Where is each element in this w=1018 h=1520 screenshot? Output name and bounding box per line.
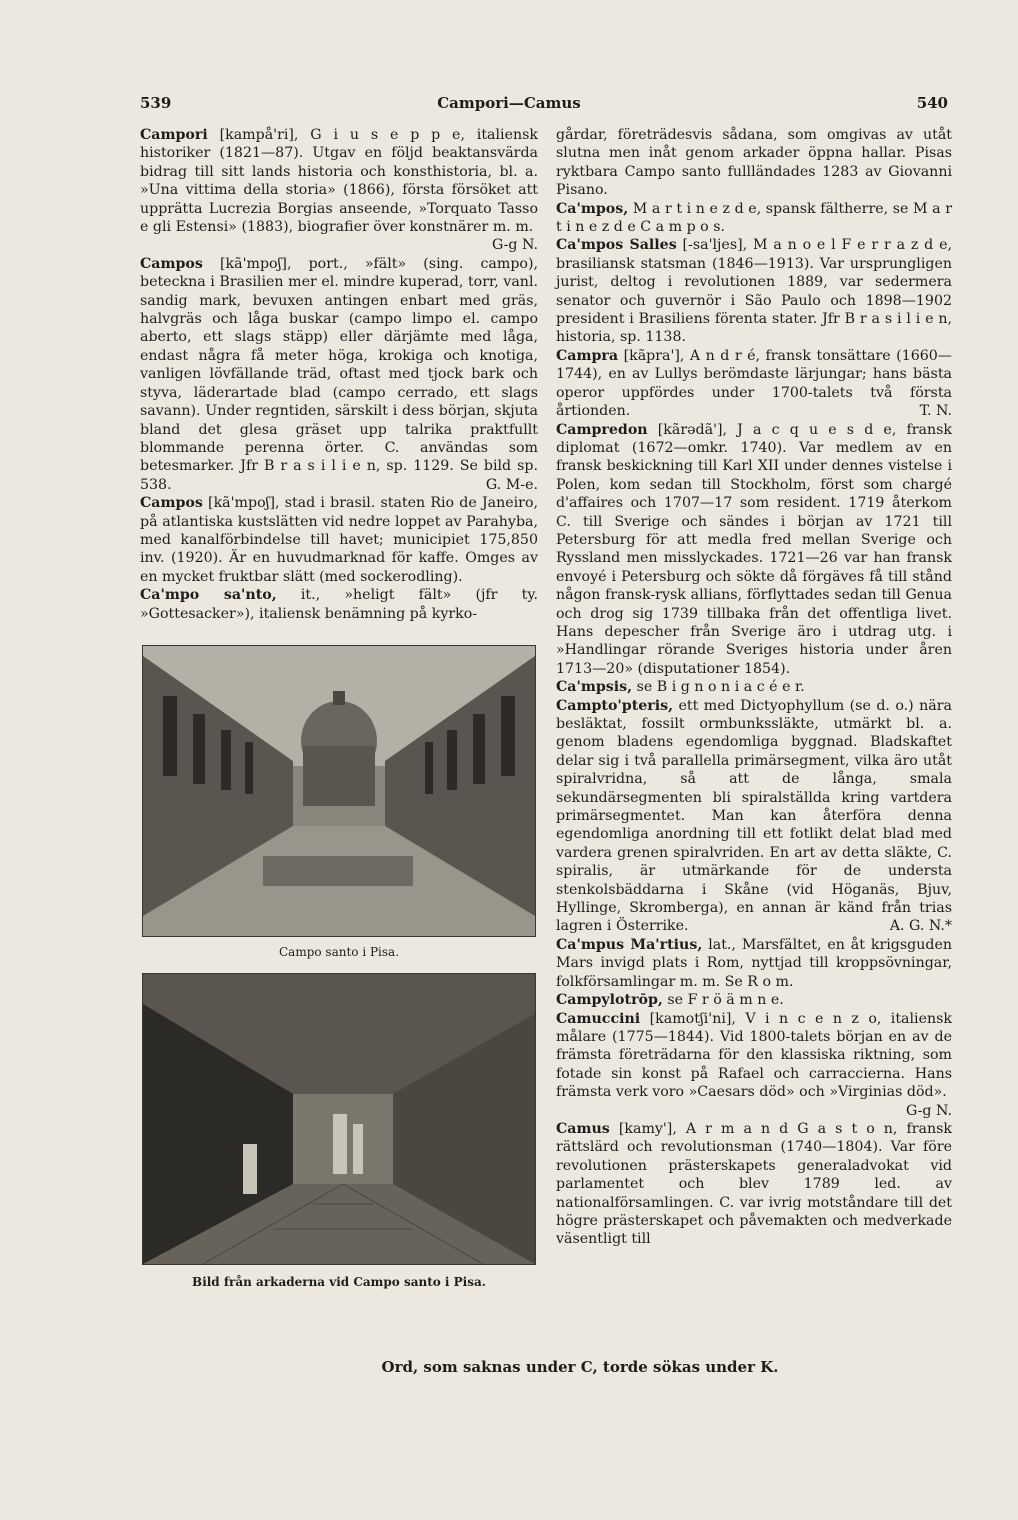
entry-campra xyxy=(556,347,952,421)
entry-text: [kã'mpoʃ], port., »fält» (sing. campo), beteckna i Brasilien mer el. mindre kuperad, torr, vanl. sandig mark, bevuxen antingen enbart med gräs, halvgräs och låga buskar (campo limpo el. campo aberto, ett slags stäpp) eller därjämte med låga, endast några få meter höga, krokiga och knotiga, vanligen lövfällande träd, oftast med tjock bark och styva, läderartade blad (campo cerrado, ett slags savann). Under regntiden, särskilt i dess början, skjuta bland det glesa gräset upp talrika praktfullt blommande perenna örter. C. användas som betesmarker. Jfr B r a s i l i e n, sp. 1129. Se bild sp. 538. xyxy=(140,255,538,493)
arcade-photo xyxy=(142,973,536,1265)
headword: Ca'mpo sa'nto, xyxy=(140,587,277,604)
headword: Campori xyxy=(140,127,208,143)
entry-text: gårdar, företrädesvis sådana, som omgivas av utåt slutna men inåt genom arkader öppna hallar. Pisas ryktbara Campo santo fullländades 1283 av Giovanni Pisano. xyxy=(556,127,952,199)
entry-text: lat., Marsfältet, en åt krigsguden Mars invigd plats i Rom, nyttjad till kroppsövningar, folkförsamlingar m. m. Se R o m. xyxy=(556,936,952,990)
entry-text: [-sa'ljes], M a n o e l F e r r a z d e, brasiliansk statsman (1846—1913). Var ursprungligen jurist, deltog i revolutionen 1889, var sedermera senator och guvernör i São Paulo och 1898—1902 president i Brasiliens förenta stater. Jfr B r a s i l i e n, historia, sp. 1138. xyxy=(556,237,952,346)
page-footer-note: Ord, som saknas under C, torde sökas under K. xyxy=(381,1358,779,1376)
running-head: Campori—Camus xyxy=(437,94,581,112)
entry-campo-santo xyxy=(140,586,538,623)
entry-text: M a r t i n e z d e, spansk fältherre, se M a r t i n e z d e C a m p o s. xyxy=(556,200,952,236)
headword: Campylotrōp, xyxy=(556,992,663,1009)
entry-campsis xyxy=(556,678,952,696)
entry-campos-1 xyxy=(140,255,538,494)
headword: Ca'mpsis, xyxy=(556,679,633,696)
headword: Campredon xyxy=(556,421,648,438)
entry-text: it., »heligt fält» (jfr ty. »Gottesacker»), italiensk benämning på kyrko- xyxy=(140,587,538,622)
entry-text: ett med Dictyophyllum (se d. o.) nära besläktat, fossilt ormbunkssläkte, utmärkt bl. a. genom bladens egendomliga byggnad. Bladskaftet delar sig i två parallella primärsegment, vilka äro utåt spiralvridna, så att de långa, smala sekundärsegmenten bli spiralställda kring vartdera primärsegmentet. Man kan återföra denna egendomliga anordning till ett fotlikt delat blad med vardera grenen spiralvriden. En art av detta släkte, C. spiralis, är utmärkande för de understa stenkolsbäddarna i Skåne (vid Höganäs, Bjuv, Hyllinge, Skromberga), en annan är känd från trias lagren i Österrike. xyxy=(556,697,952,935)
signature: G. M-e. xyxy=(485,476,538,493)
entry-campus-martius xyxy=(556,936,952,991)
headword: Camuccini xyxy=(556,1010,641,1027)
signature: G-g N. xyxy=(492,237,538,254)
entry-continuation xyxy=(556,126,952,200)
entry-text: se F r ö ä m n e. xyxy=(662,992,784,1009)
entry-text: [kãpra'], A n d r é, fransk tonsättare (1660—1744), en av Lullys berömdaste lärjungar; hans bästa operor uppfördes under 1700-talets två första årtionden. xyxy=(556,347,952,420)
entry-text: [kãrədã'], J a c q u e s d e, fransk diplomat (1672—omkr. 1740). Var medlem av en fransk beskickning till Karl XII under dennes vistelse i Polen, kom sedan till Stockholm, först som chargé d'affaires och 1707—17 som resident. 1719 återkom C. till Sverige och sändes i början av 1721 till Petersburg för att medla fred mellan Sverige och Ryssland men misslyckades. 1721—26 var han fransk envoyé i Petersburg och sökte då förgäves få till stånd någon fransk-rysk allians, förflyttades sedan till Genua och drog sig 1739 tillbaka från det offentliga livet. Hans depescher från Sverige äro i utdrag utg. i »Handlingar rörande Sveriges historia under åren 1713—20» (disputationer 1854). xyxy=(556,421,952,677)
left-page-number: 539 xyxy=(140,94,172,112)
entry-campylotrop xyxy=(556,991,952,1009)
entry-text: [kampå'ri], G i u s e p p e, italiensk historiker (1821—87). Utgav en följd beaktansvärda bidrag till sitt lands historia och konsthistoria, bl. a. »Una vittima della storia» (1866), första försöket att upprätta Lucrezia Borgias anseende, »Torquato Tasso e gli Estensi» (1883), biografier över konstnärer m. m. xyxy=(140,127,538,236)
signature: T. N. xyxy=(919,403,952,420)
entry-camus xyxy=(556,1120,952,1249)
entry-text: se B i g n o n i a c é e r. xyxy=(632,679,805,696)
left-column xyxy=(140,126,538,1292)
photo-caption-2: Bild från arkaderna vid Campo santo i Pisa. xyxy=(192,1275,486,1290)
headword: Ca'mpos, xyxy=(556,200,629,217)
photo-caption-1: Campo santo i Pisa. xyxy=(278,944,400,959)
entry-camptopteris xyxy=(556,697,952,936)
right-page-number: 540 xyxy=(916,94,948,112)
signature: G-g N. xyxy=(906,1102,952,1119)
signature: A. G. N.* xyxy=(889,918,952,935)
headword: Campos xyxy=(140,255,203,272)
entry-campos-martinez xyxy=(556,200,952,237)
campo-santo-photo xyxy=(142,645,536,937)
entry-text: [kamotʃi'ni], V i n c e n z o, italiensk målare (1775—1844). Vid 1800-talets början en av de främsta företrädarna för den klassiska riktning, som fotade sin konst på Rafael och carraccierna. Hans främsta verk voro »Caesars död» och »Virginias död». xyxy=(556,1010,952,1101)
entry-campos-salles xyxy=(556,236,952,346)
headword: Campos xyxy=(140,495,203,512)
headword: Ca'mpus Ma'rtius, xyxy=(556,936,703,953)
headword: Ca'mpos Salles xyxy=(556,237,677,254)
entry-campori xyxy=(140,126,538,255)
entry-text: [kamy'], A r m a n d G a s t o n, fransk rättslärd och revolutionsman (1740—1804). Var före revolutionen prästerskapets generaladvokat vid parlamentet och blev 1789 led. av nationalförsamlingen. C. var ivrig motståndare till det högre prästerskapet och påvemakten och medverkade väsentligt till xyxy=(556,1120,952,1248)
entry-camuccini xyxy=(556,1010,952,1120)
headword: Campra xyxy=(556,347,619,364)
headword: Camus xyxy=(556,1120,610,1137)
entry-campos-2 xyxy=(140,494,538,586)
right-column xyxy=(556,126,952,1249)
entry-campredon xyxy=(556,421,952,679)
entry-text: [kã'mpoʃ], stad i brasil. staten Rio de Janeiro, på atlantiska kustslätten vid nedre loppet av Parahyba, med kanalförbindelse till havet; municipiet 175,850 inv. (1920). Är en huvudmarknad för kaffe. Omges av en mycket fruktbar slätt (med sockerodling). xyxy=(140,495,538,585)
headword: Campto'pteris, xyxy=(556,697,674,714)
